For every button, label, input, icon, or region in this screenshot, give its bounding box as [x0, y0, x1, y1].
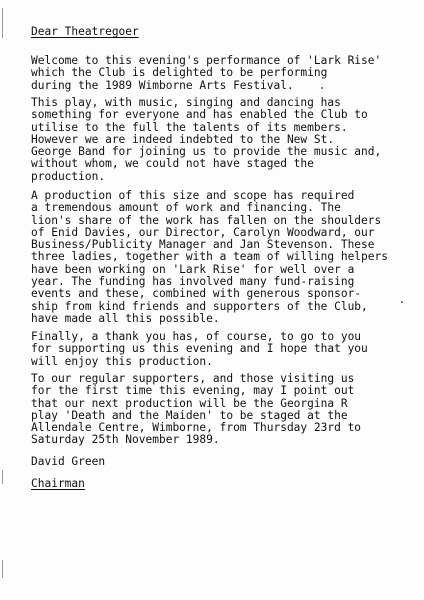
paragraph-line: Saturday 25th November 1989. [31, 433, 220, 447]
scan-speck [321, 87, 323, 89]
paragraph-line: during the 1989 Wimborne Arts Festival. [31, 78, 294, 92]
paragraph-line: three ladies, together with a team of willing helpers [31, 250, 388, 264]
paragraph-line: a tremendous amount of work and financing. The [31, 201, 341, 215]
paragraph-line: production. [31, 169, 106, 183]
paragraph-line: utilise to the full the talents of its members. [31, 120, 348, 134]
paragraph-line: without whom, we could not have staged the [31, 157, 314, 171]
scan-edge-mark [2, 560, 3, 578]
paragraph-line: year. The funding has involved many fund-raising [31, 275, 355, 289]
salutation: Dear Theatregoer [31, 25, 139, 38]
paragraph-line: Business/Publicity Manager and Jan Stevenson. These [31, 238, 375, 252]
scan-edge-mark [2, 8, 3, 38]
signature-name: David Green [31, 455, 106, 468]
paragraph-line: something for everyone and has enabled the Club to [31, 108, 368, 122]
paragraph-line: that our next production will be the Georgina R [31, 396, 348, 410]
paragraph-line: A production of this size and scope has required [31, 189, 355, 202]
paragraph-line: However we are indeed indebted to the New St. [31, 132, 335, 146]
paragraph-line: Allendale Centre, Wimborne, from Thursday 23rd to [31, 421, 362, 435]
paragraph-line: for supporting us this evening and I hope that you [31, 342, 368, 356]
paragraph-line: This play, with music, singing and dancing has [31, 96, 341, 109]
paragraph-line: play 'Death and the Maiden' to be staged at the [31, 408, 348, 422]
paragraph-line: Finally, a thank you has, of course, to go to you [31, 330, 362, 343]
scan-speck [401, 301, 403, 303]
paragraph-line: of Enid Davies, our Director, Carolyn Woodward, our [31, 225, 375, 239]
paragraph-line: Welcome to this evening's performance of 'Lark Rise' [31, 54, 382, 67]
paragraph-line: lion's share of the work has fallen on the shoulders [31, 213, 382, 227]
paragraph-line: events and these, combined with generous sponsor- [31, 287, 362, 301]
paragraph-line: George Band for joining us to provide the music and, [31, 145, 382, 159]
paragraph-line: have been working on 'Lark Rise' for well over a [31, 262, 355, 276]
paragraph-line: ship from kind friends and supporters of the Club, [31, 299, 368, 313]
paragraph-line: for the first time this evening, may I point out [31, 384, 355, 398]
paragraph-welcome [31, 55, 381, 92]
paragraph-music [31, 97, 381, 183]
scan-edge-mark [2, 470, 3, 484]
signature-title: Chairman [31, 477, 85, 490]
paragraph-line: To our regular supporters, and those visiting us [31, 372, 355, 385]
paragraph-thanks [31, 331, 368, 368]
paragraph-next-production [31, 373, 361, 447]
paragraph-line: will enjoy this production. [31, 354, 213, 368]
paragraph-production [31, 190, 388, 325]
paragraph-line: which the Club is delighted to be performing [31, 66, 328, 80]
paragraph-line: have made all this possible. [31, 311, 220, 325]
